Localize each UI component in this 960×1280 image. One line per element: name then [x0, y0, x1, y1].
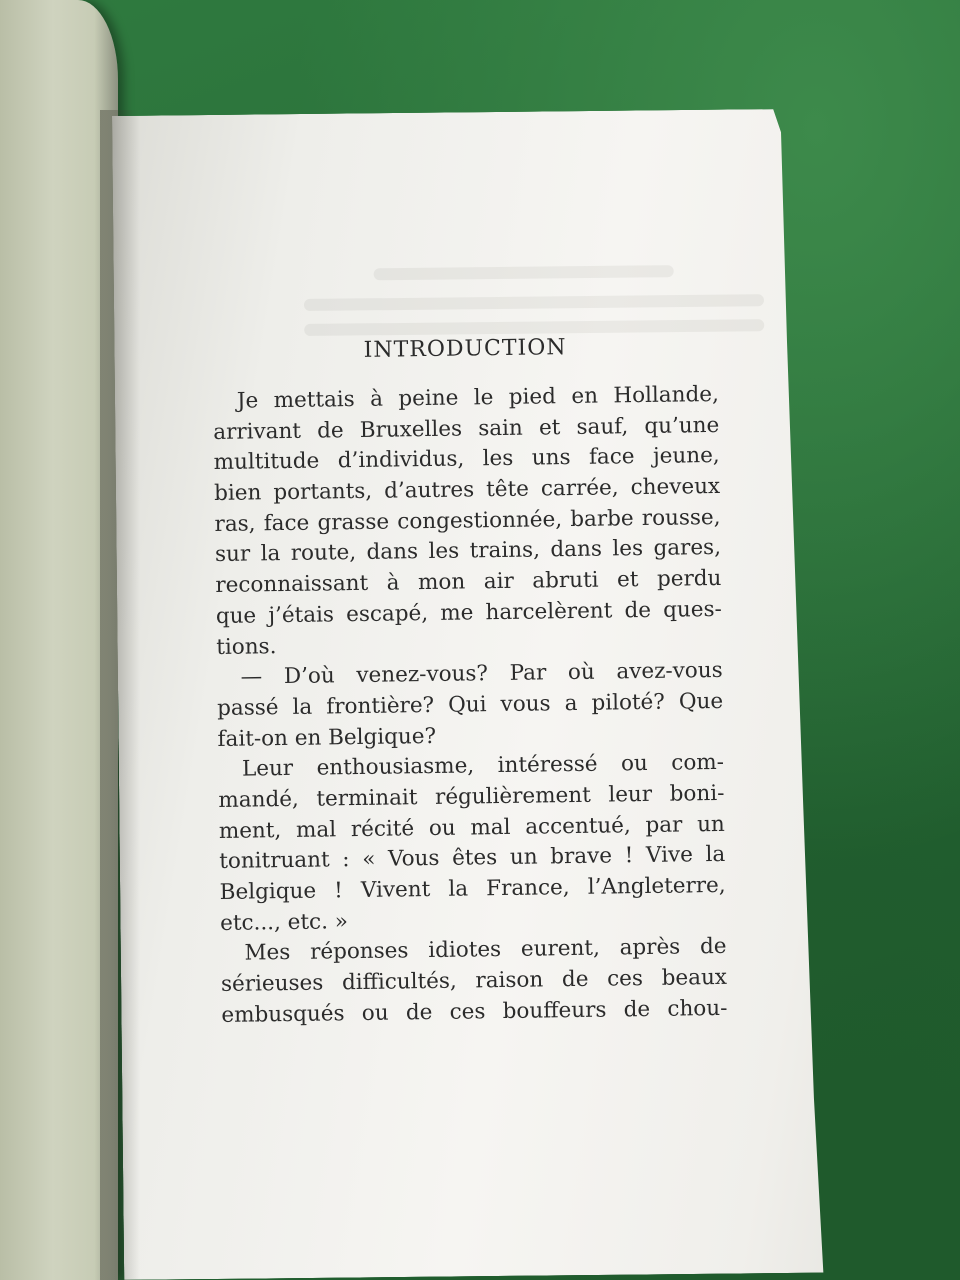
text-line: ment, mal récité ou mal accentué, par un [218, 811, 725, 844]
text-line: tions. [216, 633, 277, 660]
paragraph [213, 380, 723, 663]
text-line: Je mettais à peine le pied en Hollande, [236, 381, 719, 414]
paragraph [218, 748, 727, 939]
text-line: multitude d’individus, les uns face jeune, [213, 443, 720, 476]
gutter-shadow [100, 110, 140, 1280]
show-through-text [304, 294, 764, 311]
text-line: Mes réponses idiotes eurent, après de [244, 934, 727, 966]
page-text [212, 333, 728, 1031]
text-line: ras, face grasse congestionnée, barbe rousse, [214, 504, 721, 537]
text-line: embusqués ou de ces bouffeurs de chou- [221, 995, 728, 1028]
text-line: sérieuses difficultés, raison de ces beaux [220, 964, 728, 997]
text-line: passé la frontière? Qui vous a piloté? Que [216, 688, 724, 721]
text-line: Belgique ! Vivent la France, l’Angleterre, [219, 872, 726, 905]
text-line: Leur enthousiasme, intéressé ou com- [241, 750, 725, 782]
text-line: tonitruant : « Vous êtes un brave ! Vive la [219, 842, 726, 875]
show-through-text [374, 265, 674, 280]
text-line: que j’étais escapé, me harcelèrent de ques- [215, 596, 722, 629]
text-line: arrivant de Bruxelles sain et sauf, qu’une [213, 412, 720, 445]
text-line: reconnaissant à mon air abruti et perdu [215, 566, 722, 599]
text-line: mandé, terminait régulièrement leur boni- [218, 780, 725, 813]
text-line: sur la route, dans les trains, dans les gares, [214, 535, 722, 568]
text-line: — D’où venez-vous? Par où avez-vous [240, 658, 723, 690]
chapter-title: INTRODUCTION [363, 335, 567, 363]
paragraph [220, 932, 727, 1031]
text-line: fait-on en Belgique? [217, 723, 437, 752]
paragraph [217, 656, 724, 755]
text-line: bien portants, d’autres tête carrée, cheveux [213, 473, 721, 507]
text-line: etc..., etc. » [219, 908, 349, 936]
